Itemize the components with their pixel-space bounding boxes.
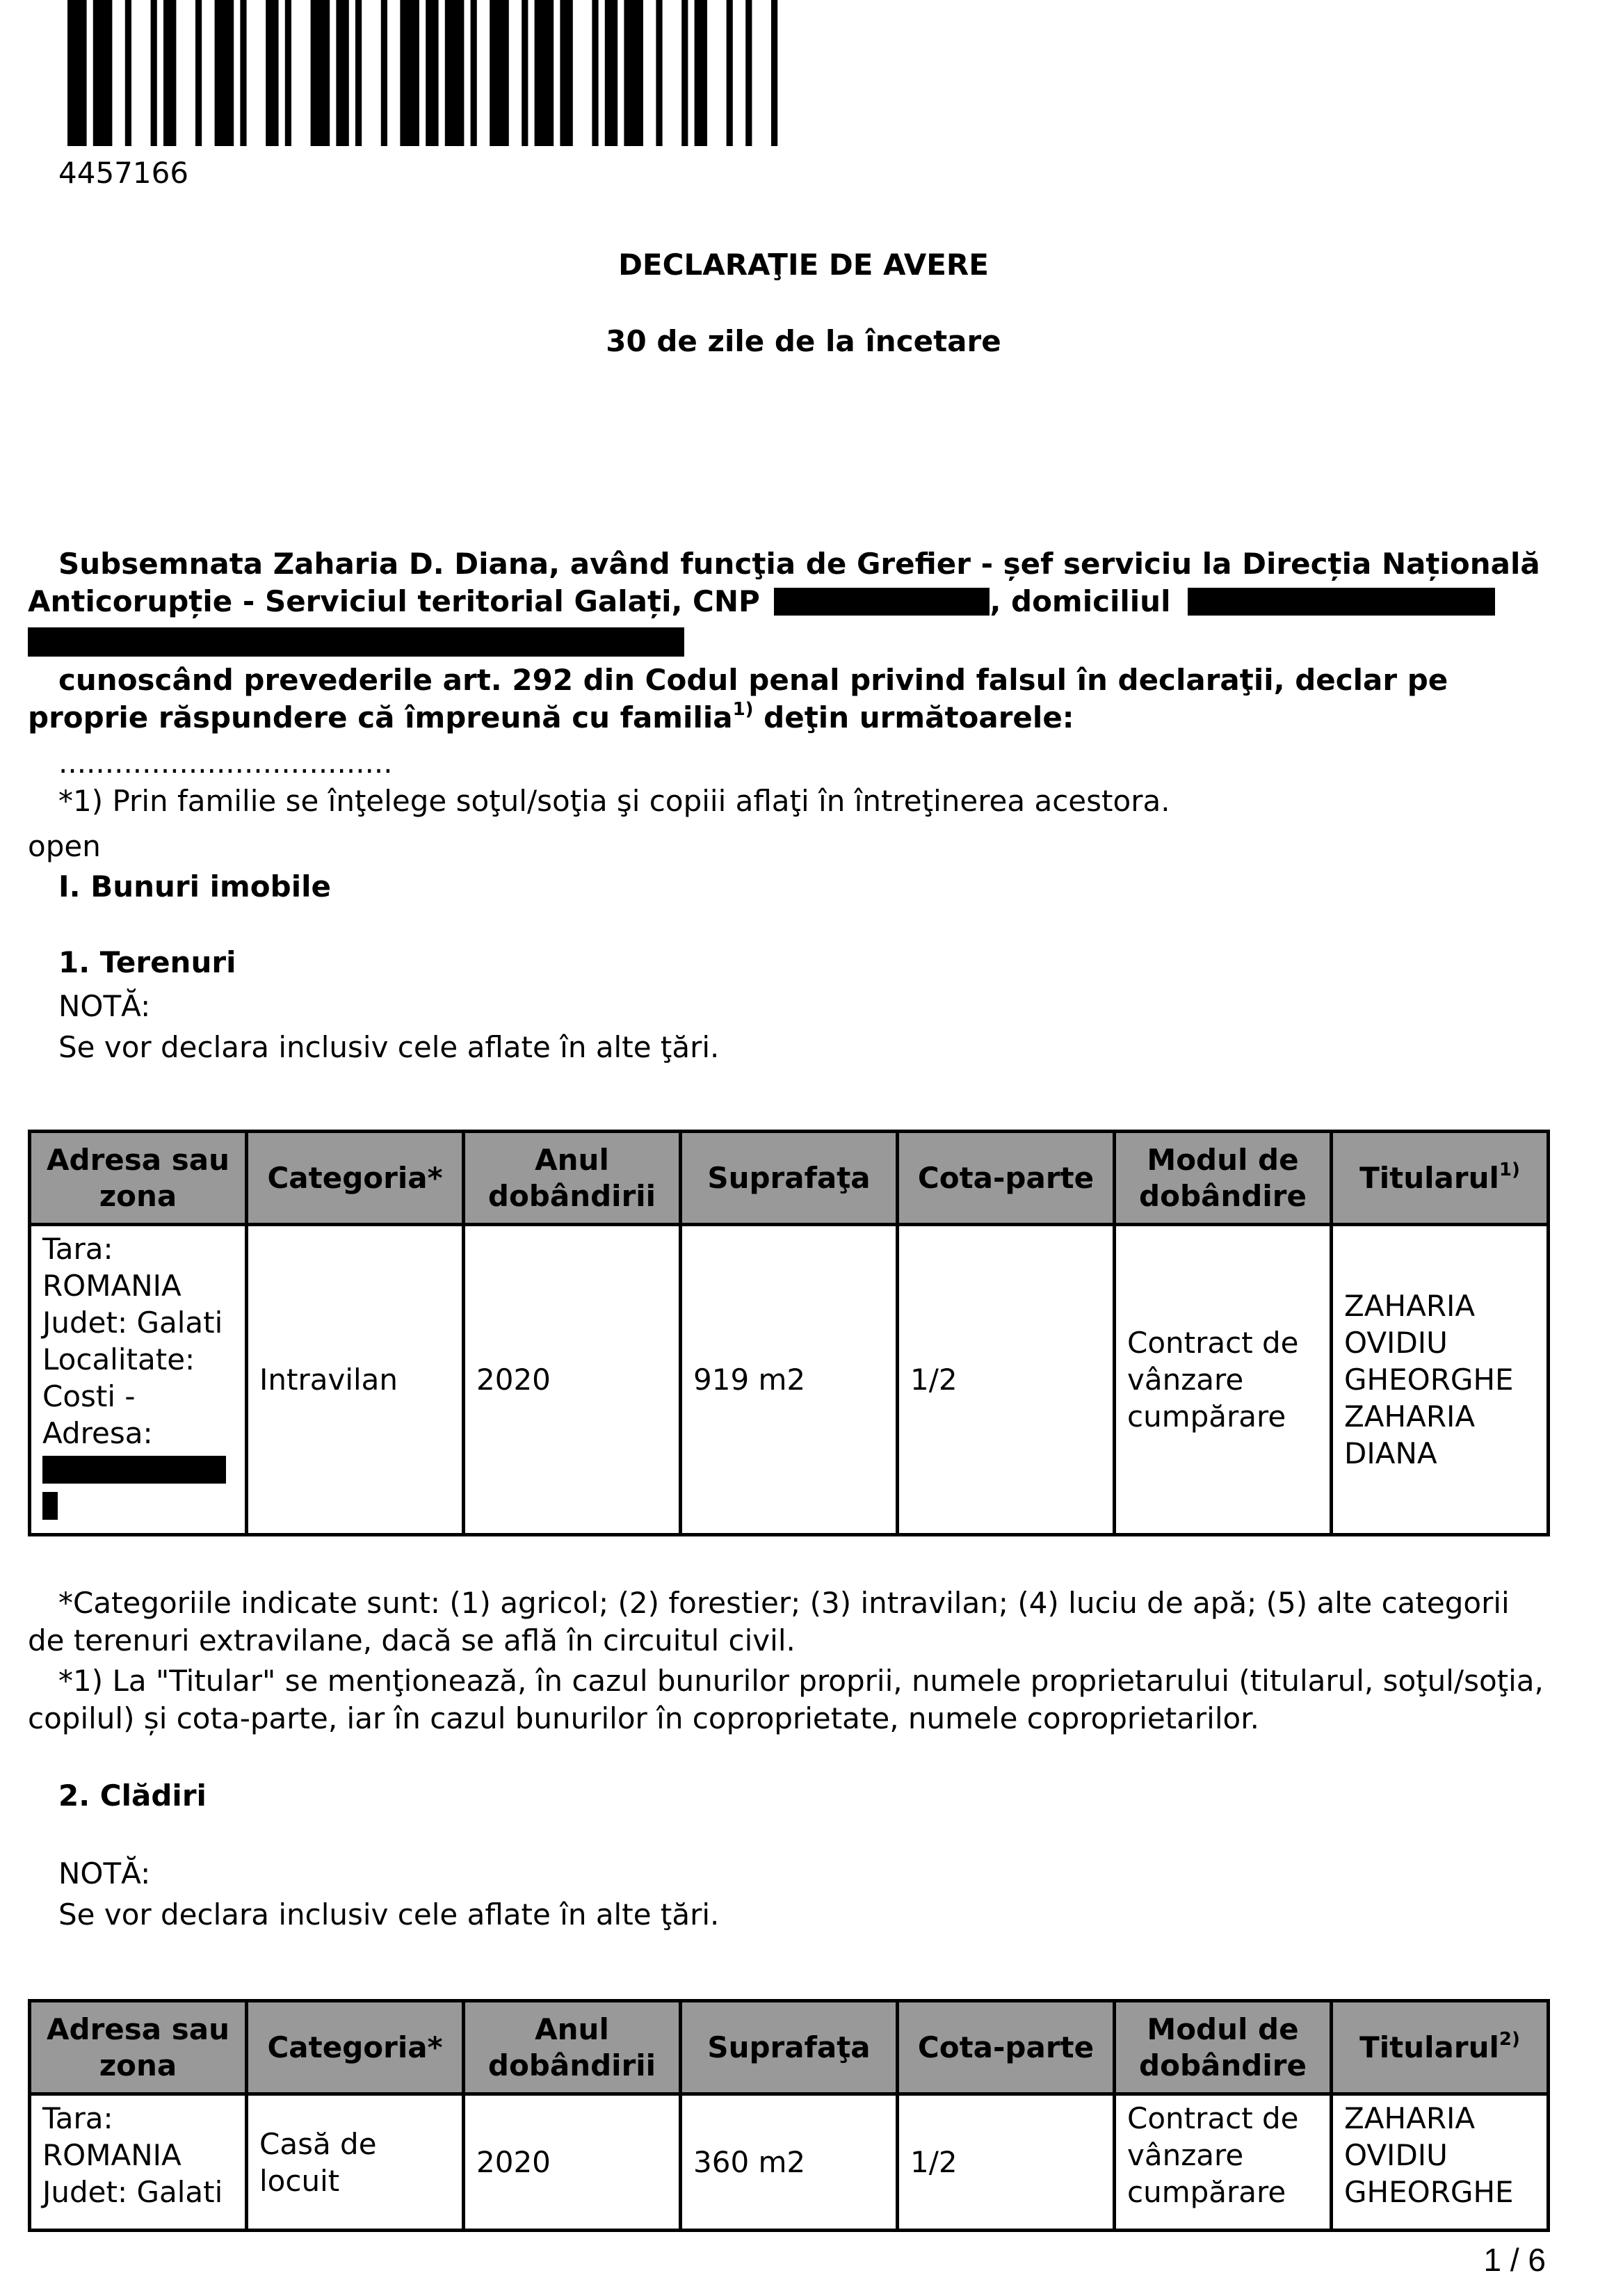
- titular-header-text: Titularul: [1359, 1160, 1499, 1195]
- titular-note: *1) La "Titular" se menţionează, în cazul bunurilor proprii, numele proprietarului (titularul, soţul/soţia, copilul) și cota-parte, iar în cazul bunurilor în coproprietate, numele coproprietarilor.: [28, 1664, 1544, 1735]
- col-header-adresa: Adresa sau zona: [30, 2001, 247, 2094]
- family-footnote: *1) Prin familie se înţelege soţul/soţia şi copiii aflaţi în întreţinerea acestora.: [58, 784, 1170, 818]
- barcode-bar: [93, 0, 113, 146]
- barcode-bar: [355, 0, 362, 146]
- barcode-bar: [151, 0, 157, 146]
- subsection-title-terenuri: 1. Terenuri: [58, 945, 236, 979]
- statement-text-end: deţin următoarele:: [753, 700, 1074, 734]
- nota-label: NOTĂ:: [58, 989, 151, 1023]
- table-header-row: [30, 2001, 1549, 2094]
- col-header-modul: Modul de dobândire: [1115, 1132, 1332, 1225]
- barcode-bar: [240, 0, 246, 146]
- barcode-bar: [656, 0, 662, 146]
- barcode-bar: [426, 0, 438, 146]
- address-line: ROMANIA: [42, 1269, 181, 1303]
- barcode-bar: [490, 0, 509, 146]
- col-header-modul: Modul de dobândire: [1115, 2001, 1332, 2094]
- redacted-field: [42, 1456, 226, 1484]
- statement-sup: 1): [732, 699, 754, 720]
- cell-anul: 2020: [464, 2094, 681, 2231]
- statement-paragraph: [28, 661, 1544, 737]
- address-line: Tara:: [42, 2101, 113, 2135]
- cell-modul: Contract de vânzare cumpărare: [1115, 2094, 1332, 2231]
- barcode-bar: [215, 0, 234, 146]
- col-header-titular: [1332, 1132, 1549, 1225]
- redacted-address: [1188, 588, 1495, 616]
- statement-text: cunoscând prevederile art. 292 din Codul penal privind falsul în declaraţii, declar pe proprie răspundere că împreună cu familia: [28, 663, 1448, 734]
- col-header-categoria: Categoria*: [247, 1132, 464, 1225]
- barcode-bar: [771, 0, 777, 146]
- table-header-row: [30, 1132, 1549, 1225]
- barcode-bar: [67, 0, 87, 146]
- cell-suprafata: 919 m2: [681, 1225, 898, 1535]
- page-number: 1 / 6: [1483, 2242, 1546, 2278]
- barcode-bar: [336, 0, 348, 146]
- table-row: [30, 2094, 1549, 2231]
- col-header-titular: [1332, 2001, 1549, 2094]
- redacted-cnp: [774, 588, 990, 616]
- open-label: open: [28, 829, 101, 863]
- document-subtitle: 30 de zile de la încetare: [606, 324, 1001, 358]
- address-line: Tara:: [42, 1232, 113, 1266]
- cell-modul: Contract de vânzare cumpărare: [1115, 1225, 1332, 1535]
- barcode-bar: [727, 0, 733, 146]
- col-header-adresa: Adresa sau zona: [30, 1132, 247, 1225]
- col-header-cota: Cota-parte: [898, 2001, 1115, 2094]
- barcode-bar: [592, 0, 598, 146]
- address-line: Localitate:: [42, 1342, 195, 1376]
- titular-header-sup: 1): [1499, 1159, 1520, 1180]
- cell-categoria: Intravilan: [247, 1225, 464, 1535]
- redacted-address-continued: [28, 627, 684, 657]
- barcode: [67, 0, 860, 146]
- col-header-suprafata: Suprafaţa: [681, 2001, 898, 2094]
- barcode-bar: [560, 0, 572, 146]
- barcode-bar: [163, 0, 176, 146]
- barcode-bar: [445, 0, 465, 146]
- cell-cota: 1/2: [898, 2094, 1115, 2231]
- domiciliu-label: , domiciliul: [990, 584, 1171, 618]
- cell-categoria: Casă de locuit: [247, 2094, 464, 2231]
- cell-anul: 2020: [464, 1225, 681, 1535]
- barcode-bar: [195, 0, 202, 146]
- col-header-cota: Cota-parte: [898, 1132, 1115, 1225]
- titular-header-text: Titularul: [1359, 2030, 1499, 2064]
- cell-titular: ZAHARIA OVIDIU GHEORGHE: [1332, 2094, 1549, 2231]
- address-line: Adresa:: [42, 1416, 153, 1450]
- address-line: ROMANIA: [42, 2138, 181, 2172]
- redacted-field: [42, 1492, 58, 1520]
- cell-cota: 1/2: [898, 1225, 1115, 1535]
- barcode-bar: [535, 0, 554, 146]
- cell-adresa: [30, 1225, 247, 1535]
- barcode-bar: [681, 0, 688, 146]
- barcode-bar: [745, 0, 752, 146]
- barcode-bar: [605, 0, 617, 146]
- subsection-title-cladiri: 2. Clădiri: [58, 1779, 207, 1813]
- document-title: DECLARAŢIE DE AVERE: [618, 248, 989, 282]
- col-header-anul: Anul dobândirii: [464, 1132, 681, 1225]
- barcode-bar: [311, 0, 330, 146]
- barcode-bar: [381, 0, 387, 146]
- declarant-intro: Subsemnata Zaharia D. Diana, având funcţia de Grefier - șef serviciu la Direcția Națională Anticorupție - Serviciul teritorial Galați, CNP: [28, 547, 1540, 618]
- barcode-bar: [624, 0, 643, 146]
- barcode-bar: [695, 0, 707, 146]
- barcode-bar: [285, 0, 291, 146]
- categorii-note: *Categoriile indicate sunt: (1) agricol; (2) forestier; (3) intravilan; (4) luciu de apă; (5) alte categorii de terenuri extravilane, dacă se află în circuitul civil.: [28, 1586, 1510, 1657]
- col-header-categoria: Categoria*: [247, 2001, 464, 2094]
- titular-header-sup: 2): [1499, 2028, 1520, 2050]
- cell-titular: ZAHARIA OVIDIU GHEORGHE ZAHARIA DIANA: [1332, 1225, 1549, 1535]
- barcode-bar: [125, 0, 131, 146]
- address-line: Judet: Galati: [42, 2175, 223, 2209]
- cell-adresa: [30, 2094, 247, 2231]
- terenuri-table: [28, 1130, 1550, 1536]
- barcode-bar: [522, 0, 528, 146]
- nota-label: NOTĂ:: [58, 1856, 151, 1890]
- cladiri-table: [28, 1999, 1550, 2232]
- dots-line: ....................................: [58, 746, 393, 780]
- barcode-bar: [266, 0, 278, 146]
- address-line: Costi -: [42, 1379, 136, 1413]
- nota-text: Se vor declara inclusiv cele aflate în alte ţări.: [58, 1897, 720, 1932]
- declarant-paragraph: [28, 545, 1544, 620]
- barcode-bar: [400, 0, 419, 146]
- barcode-bar: [471, 0, 477, 146]
- nota-text: Se vor declara inclusiv cele aflate în alte ţări.: [58, 1030, 720, 1064]
- table-row: [30, 1225, 1549, 1535]
- address-line: Judet: Galati: [42, 1306, 223, 1340]
- col-header-suprafata: Suprafaţa: [681, 1132, 898, 1225]
- section-title-bunuri-imobile: I. Bunuri imobile: [58, 869, 332, 904]
- barcode-number: 4457166: [58, 156, 189, 190]
- cell-suprafata: 360 m2: [681, 2094, 898, 2231]
- col-header-anul: Anul dobândirii: [464, 2001, 681, 2094]
